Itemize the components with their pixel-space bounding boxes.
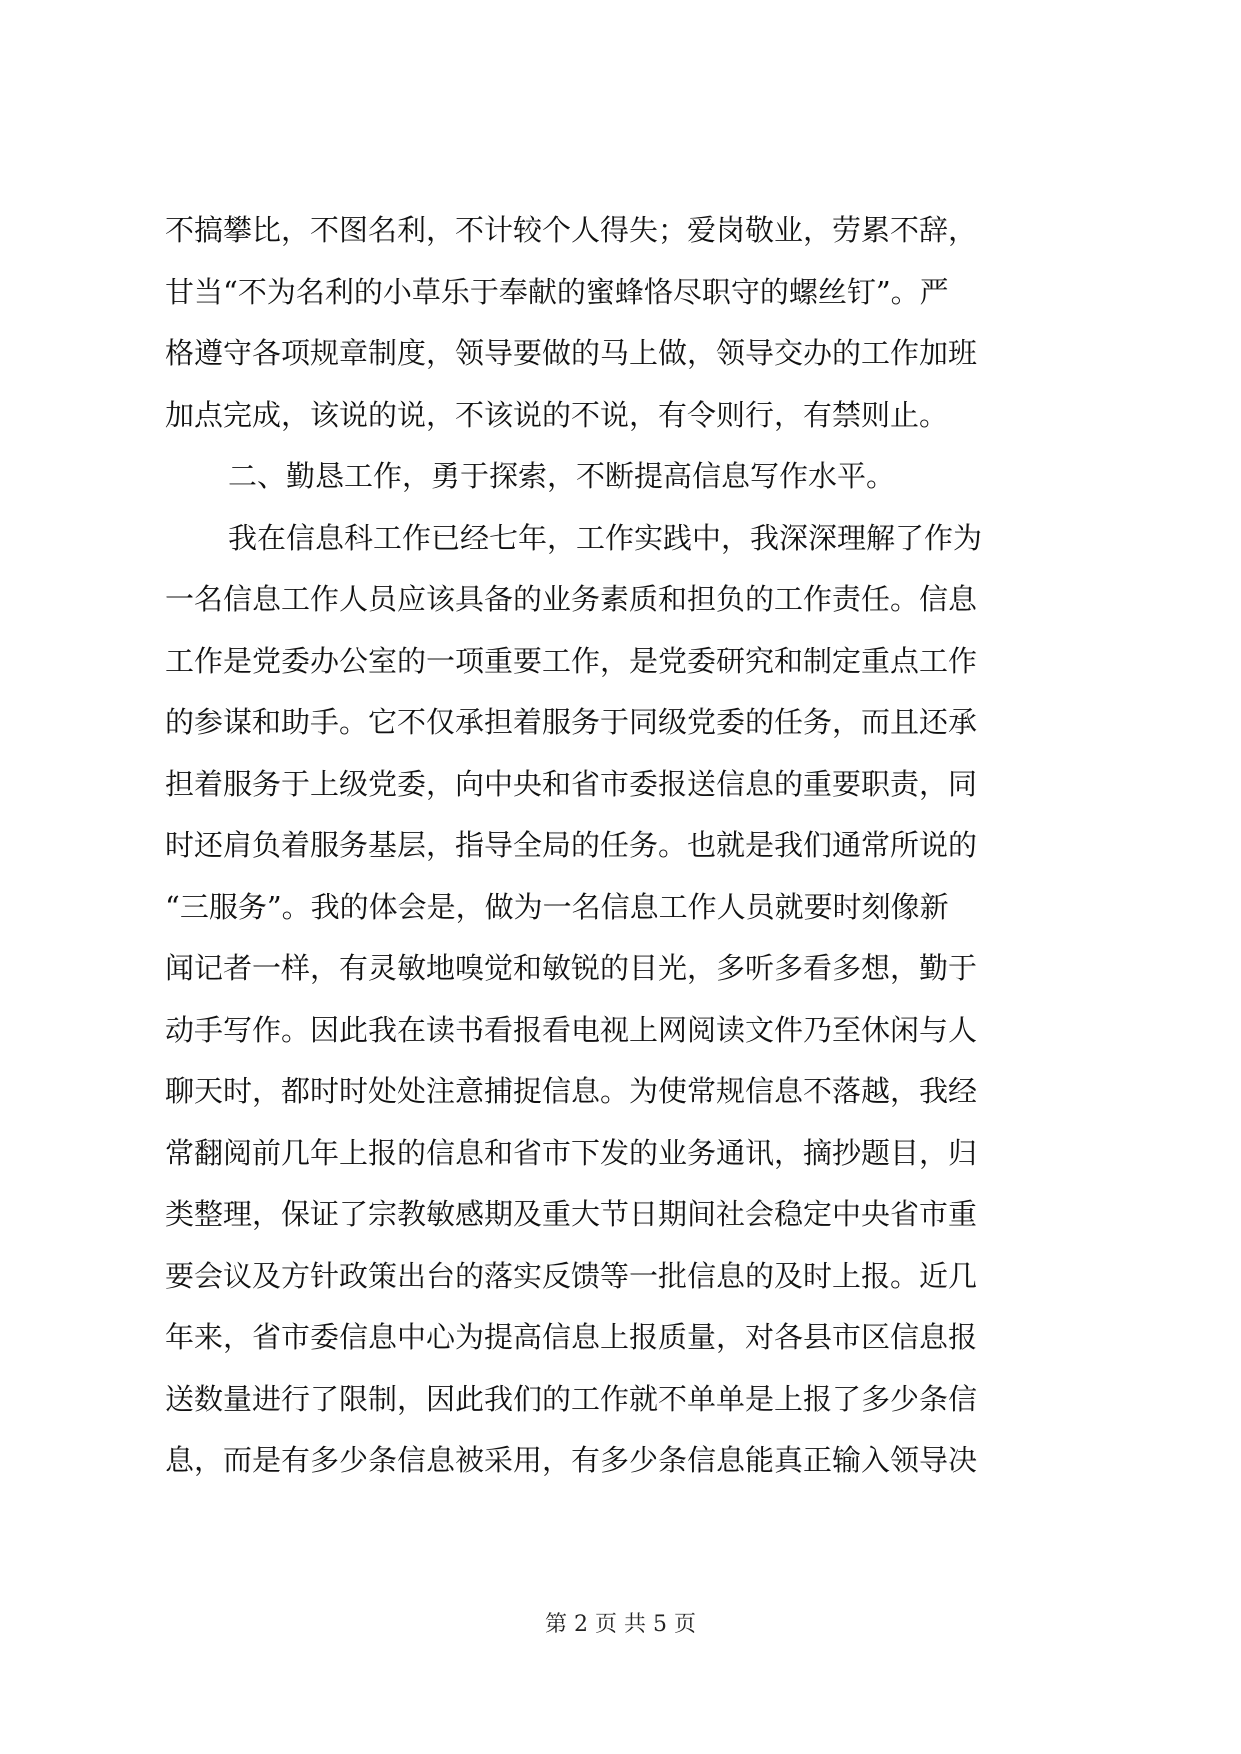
- text-line: 送数量进行了限制，因此我们的工作就不单单是上报了多少条信: [165, 1381, 978, 1416]
- text-line: 甘当“不为名利的小草乐于奉献的蜜蜂恪尽职守的螺丝钉”。严: [165, 274, 949, 309]
- text-line: 要会议及方针政策出台的落实反馈等一批信息的及时上报。近几: [165, 1258, 978, 1293]
- text-line: 加点完成，该说的说，不该说的不说，有令则行，有禁则止。: [165, 397, 949, 432]
- text-line: 工作是党委办公室的一项重要工作，是党委研究和制定重点工作: [165, 643, 978, 678]
- page-footer: 第 2 页 共 5 页: [545, 1612, 696, 1637]
- text-line: 一名信息工作人员应该具备的业务素质和担负的工作责任。信息: [165, 582, 978, 616]
- text-line: 类整理，保证了宗教敏感期及重大节日期间社会稳定中央省市重: [165, 1197, 978, 1231]
- text-line: “三服务”。我的体会是，做为一名信息工作人员就要时刻像新: [165, 889, 949, 924]
- text-line: 息，而是有多少条信息被采用，有多少条信息能真正输入领导决: [165, 1443, 978, 1477]
- document-body: [165, 200, 1065, 1492]
- text-line: 聊天时，都时时处处注意捕捉信息。为使常规信息不落越，我经: [165, 1074, 978, 1108]
- text-line: 不搞攀比，不图名利，不计较个人得失；爱岗敬业，劳累不辞，: [165, 213, 978, 247]
- text-line: 我在信息科工作已经七年，工作实践中，我深深理解了作为: [228, 520, 983, 555]
- text-line: 格遵守各项规章制度，领导要做的马上做，领导交办的工作加班: [165, 336, 978, 370]
- text-line: 的参谋和助手。它不仅承担着服务于同级党委的任务，而且还承: [165, 705, 978, 739]
- text-line: 时还肩负着服务基层，指导全局的任务。也就是我们通常所说的: [165, 828, 978, 862]
- text-line: 常翻阅前几年上报的信息和省市下发的业务通讯，摘抄题目，归: [165, 1135, 978, 1170]
- text-line: 年来，省市委信息中心为提高信息上报质量，对各县市区信息报: [165, 1320, 978, 1354]
- text-line: 闻记者一样，有灵敏地嗅觉和敏锐的目光，多听多看多想，勤于: [165, 951, 978, 985]
- text-line: 动手写作。因此我在读书看报看电视上网阅读文件乃至休闲与人: [165, 1012, 978, 1047]
- section-heading: 二、勤恳工作，勇于探索，不断提高信息写作水平。: [228, 459, 896, 493]
- text-line: 担着服务于上级党委，向中央和省市委报送信息的重要职责，同: [165, 766, 978, 801]
